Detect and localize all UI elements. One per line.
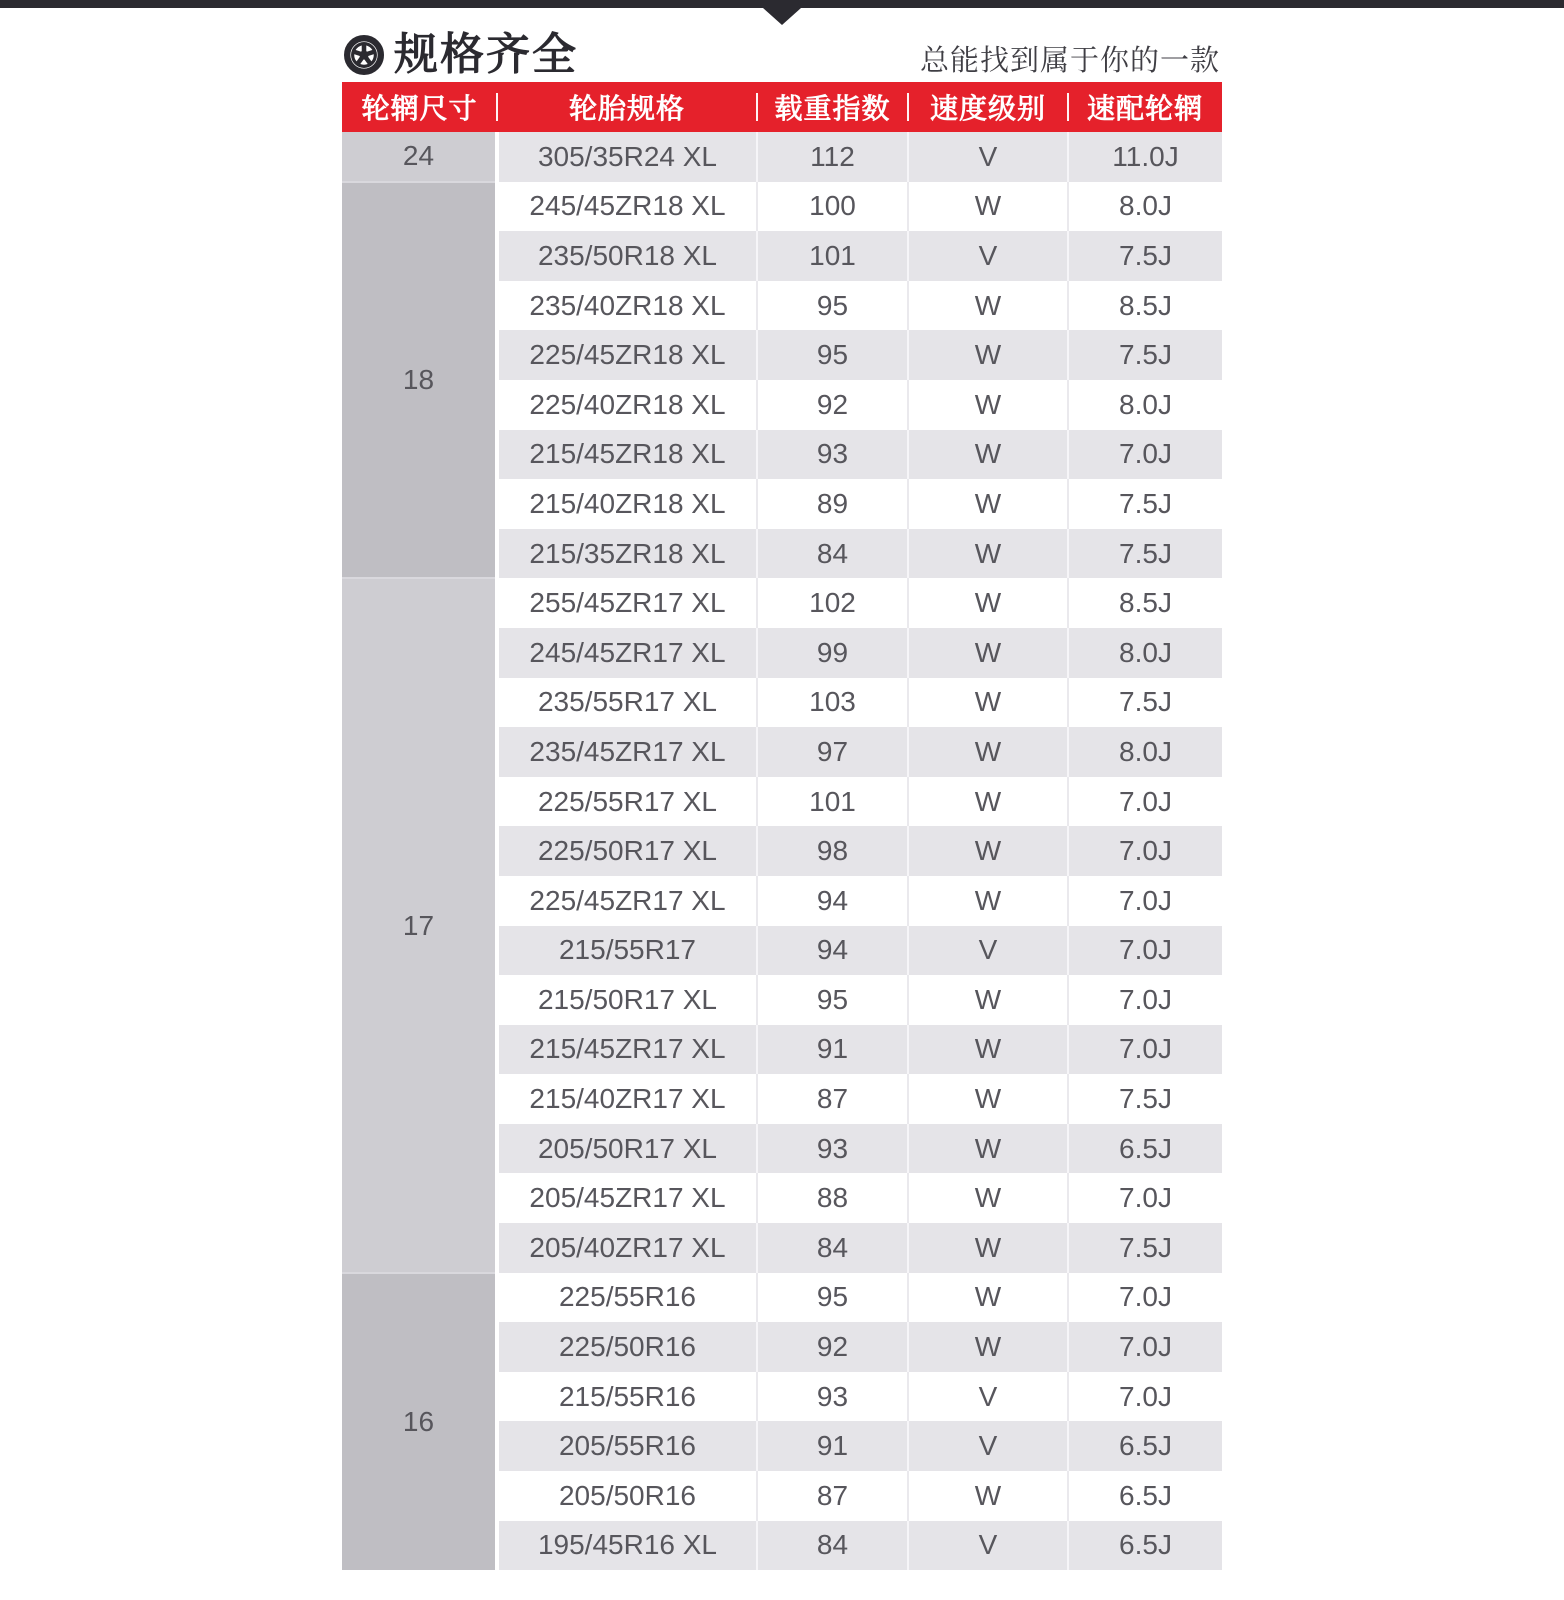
load-index-cell: 93 (757, 430, 908, 480)
tire-spec-cell: 235/45ZR17 XL (497, 727, 757, 777)
rim-width-cell: 7.5J (1068, 529, 1222, 579)
tire-spec-cell: 205/40ZR17 XL (497, 1223, 757, 1273)
speed-rating-cell: W (908, 578, 1068, 628)
speed-rating-cell: W (908, 1322, 1068, 1372)
rim-size-cell: 24 (342, 132, 497, 182)
table-row (342, 132, 1222, 182)
tire-spec-cell: 205/50R17 XL (497, 1124, 757, 1174)
rim-width-cell: 7.0J (1068, 1322, 1222, 1372)
tire-spec-cell: 195/45R16 XL (497, 1521, 757, 1571)
speed-rating-cell: W (908, 1471, 1068, 1521)
tire-spec-cell: 215/35ZR18 XL (497, 529, 757, 579)
top-bar (0, 0, 1564, 8)
load-index-cell: 88 (757, 1173, 908, 1223)
tire-spec-cell: 245/45ZR18 XL (497, 182, 757, 232)
rim-width-cell: 6.5J (1068, 1471, 1222, 1521)
load-index-cell: 102 (757, 578, 908, 628)
rim-size-cell: 18 (342, 182, 497, 579)
speed-rating-cell: V (908, 1421, 1068, 1471)
section-subtitle: 总能找到属于你的一款 (919, 45, 1220, 77)
load-index-cell: 99 (757, 628, 908, 678)
speed-rating-cell: W (908, 628, 1068, 678)
load-index-cell: 97 (757, 727, 908, 777)
rim-width-cell: 7.0J (1068, 1372, 1222, 1422)
load-index-cell: 100 (757, 182, 908, 232)
speed-rating-cell: W (908, 182, 1068, 232)
rim-size-cell: 16 (342, 1273, 497, 1571)
load-index-cell: 101 (757, 231, 908, 281)
table-row (342, 182, 1222, 232)
column-header-matching-rim: 速配轮辋 (1086, 93, 1203, 124)
rim-width-cell: 7.5J (1068, 1074, 1222, 1124)
load-index-cell: 91 (757, 1025, 908, 1075)
tire-spec-cell: 235/50R18 XL (497, 231, 757, 281)
section-title: 规格齐全 (394, 30, 578, 79)
rim-width-cell: 7.0J (1068, 975, 1222, 1025)
tire-spec-cell: 225/40ZR18 XL (497, 380, 757, 430)
rim-width-cell: 7.0J (1068, 430, 1222, 480)
speed-rating-cell: W (908, 1025, 1068, 1075)
load-index-cell: 94 (757, 876, 908, 926)
tire-spec-cell: 205/55R16 (497, 1421, 757, 1471)
rim-width-cell: 8.0J (1068, 380, 1222, 430)
speed-rating-cell: W (908, 430, 1068, 480)
load-index-cell: 95 (757, 281, 908, 331)
tire-spec-cell: 205/45ZR17 XL (497, 1173, 757, 1223)
load-index-cell: 101 (757, 777, 908, 827)
speed-rating-cell: W (908, 1074, 1068, 1124)
tire-spec-cell: 245/45ZR17 XL (497, 628, 757, 678)
wheel-icon (344, 35, 384, 75)
load-index-cell: 89 (757, 479, 908, 529)
column-header-load-index: 载重指数 (757, 82, 908, 132)
speed-rating-cell: W (908, 876, 1068, 926)
speed-rating-cell: W (908, 1173, 1068, 1223)
tire-spec-cell: 215/45ZR17 XL (497, 1025, 757, 1075)
speed-rating-cell: W (908, 678, 1068, 728)
tire-spec-cell: 255/45ZR17 XL (497, 578, 757, 628)
rim-width-cell: 7.0J (1068, 1273, 1222, 1323)
rim-width-cell: 8.0J (1068, 182, 1222, 232)
rim-width-cell: 7.5J (1068, 678, 1222, 728)
tire-spec-cell: 205/50R16 (497, 1471, 757, 1521)
load-index-cell: 91 (757, 1421, 908, 1471)
rim-width-cell: 7.0J (1068, 777, 1222, 827)
rim-width-cell: 7.0J (1068, 926, 1222, 976)
column-header-speed-rating: 速度级别 (908, 82, 1068, 132)
rim-width-cell: 7.0J (1068, 826, 1222, 876)
rim-width-cell: 7.0J (1068, 1173, 1222, 1223)
tire-spec-cell: 215/45ZR18 XL (497, 430, 757, 480)
speed-rating-cell: V (908, 926, 1068, 976)
tire-spec-cell: 215/50R17 XL (497, 975, 757, 1025)
load-index-cell: 95 (757, 975, 908, 1025)
speed-rating-cell: V (908, 231, 1068, 281)
rim-width-cell: 8.5J (1068, 281, 1222, 331)
tire-spec-cell: 235/55R17 XL (497, 678, 757, 728)
column-header-rim-size: 轮辋尺寸 (342, 82, 497, 132)
rim-width-cell: 7.5J (1068, 479, 1222, 529)
speed-rating-cell: W (908, 1223, 1068, 1273)
load-index-cell: 87 (757, 1471, 908, 1521)
speed-rating-cell: V (908, 1521, 1068, 1571)
column-header-tire-spec: 轮胎规格 (497, 82, 757, 132)
rim-width-cell: 7.0J (1068, 1025, 1222, 1075)
speed-rating-cell: W (908, 529, 1068, 579)
load-index-cell: 93 (757, 1372, 908, 1422)
rim-width-cell: 7.5J (1068, 231, 1222, 281)
rim-width-cell: 6.5J (1068, 1124, 1222, 1174)
load-index-cell: 87 (757, 1074, 908, 1124)
speed-rating-cell: W (908, 826, 1068, 876)
rim-width-cell: 7.5J (1068, 1223, 1222, 1273)
tire-spec-cell: 225/55R16 (497, 1273, 757, 1323)
load-index-cell: 94 (757, 926, 908, 976)
rim-width-cell: 8.0J (1068, 628, 1222, 678)
load-index-cell: 84 (757, 1223, 908, 1273)
speed-rating-cell: V (908, 132, 1068, 182)
tire-spec-cell: 215/55R17 (497, 926, 757, 976)
tire-spec-cell: 305/35R24 XL (497, 132, 757, 182)
rim-width-cell: 8.0J (1068, 727, 1222, 777)
speed-rating-cell: W (908, 380, 1068, 430)
rim-width-cell: 11.0J (1068, 132, 1222, 182)
speed-rating-cell: V (908, 1372, 1068, 1422)
speed-rating-cell: W (908, 727, 1068, 777)
load-index-cell: 98 (757, 826, 908, 876)
load-index-cell: 84 (757, 1521, 908, 1571)
spec-table-header (342, 82, 1222, 132)
tire-spec-cell: 225/50R17 XL (497, 826, 757, 876)
load-index-cell: 84 (757, 529, 908, 579)
tire-spec-cell: 225/45ZR18 XL (497, 330, 757, 380)
table-row (342, 578, 1222, 628)
speed-rating-cell: W (908, 330, 1068, 380)
tire-spec-cell: 225/45ZR17 XL (497, 876, 757, 926)
speed-rating-cell: W (908, 1124, 1068, 1174)
rim-width-cell: 6.5J (1068, 1421, 1222, 1471)
load-index-cell: 95 (757, 1273, 908, 1323)
notch-triangle-icon (763, 8, 801, 25)
spec-table (342, 132, 1222, 1570)
rim-width-cell: 6.5J (1068, 1521, 1222, 1571)
load-index-cell: 92 (757, 380, 908, 430)
load-index-cell: 103 (757, 678, 908, 728)
tire-spec-cell: 215/40ZR17 XL (497, 1074, 757, 1124)
speed-rating-cell: W (908, 975, 1068, 1025)
rim-size-cell: 17 (342, 578, 497, 1272)
rim-width-cell: 7.0J (1068, 876, 1222, 926)
section-header (342, 28, 1222, 82)
tire-spec-cell: 215/40ZR18 XL (497, 479, 757, 529)
speed-rating-cell: W (908, 1273, 1068, 1323)
tire-spec-cell: 225/50R16 (497, 1322, 757, 1372)
table-row (342, 1273, 1222, 1323)
load-index-cell: 112 (757, 132, 908, 182)
tire-spec-cell: 235/40ZR18 XL (497, 281, 757, 331)
rim-width-cell: 7.5J (1068, 330, 1222, 380)
load-index-cell: 93 (757, 1124, 908, 1174)
speed-rating-cell: W (908, 281, 1068, 331)
speed-rating-cell: W (908, 777, 1068, 827)
tire-spec-cell: 225/55R17 XL (497, 777, 757, 827)
speed-rating-cell: W (908, 479, 1068, 529)
load-index-cell: 92 (757, 1322, 908, 1372)
tire-spec-cell: 215/55R16 (497, 1372, 757, 1422)
load-index-cell: 95 (757, 330, 908, 380)
rim-width-cell: 8.5J (1068, 578, 1222, 628)
